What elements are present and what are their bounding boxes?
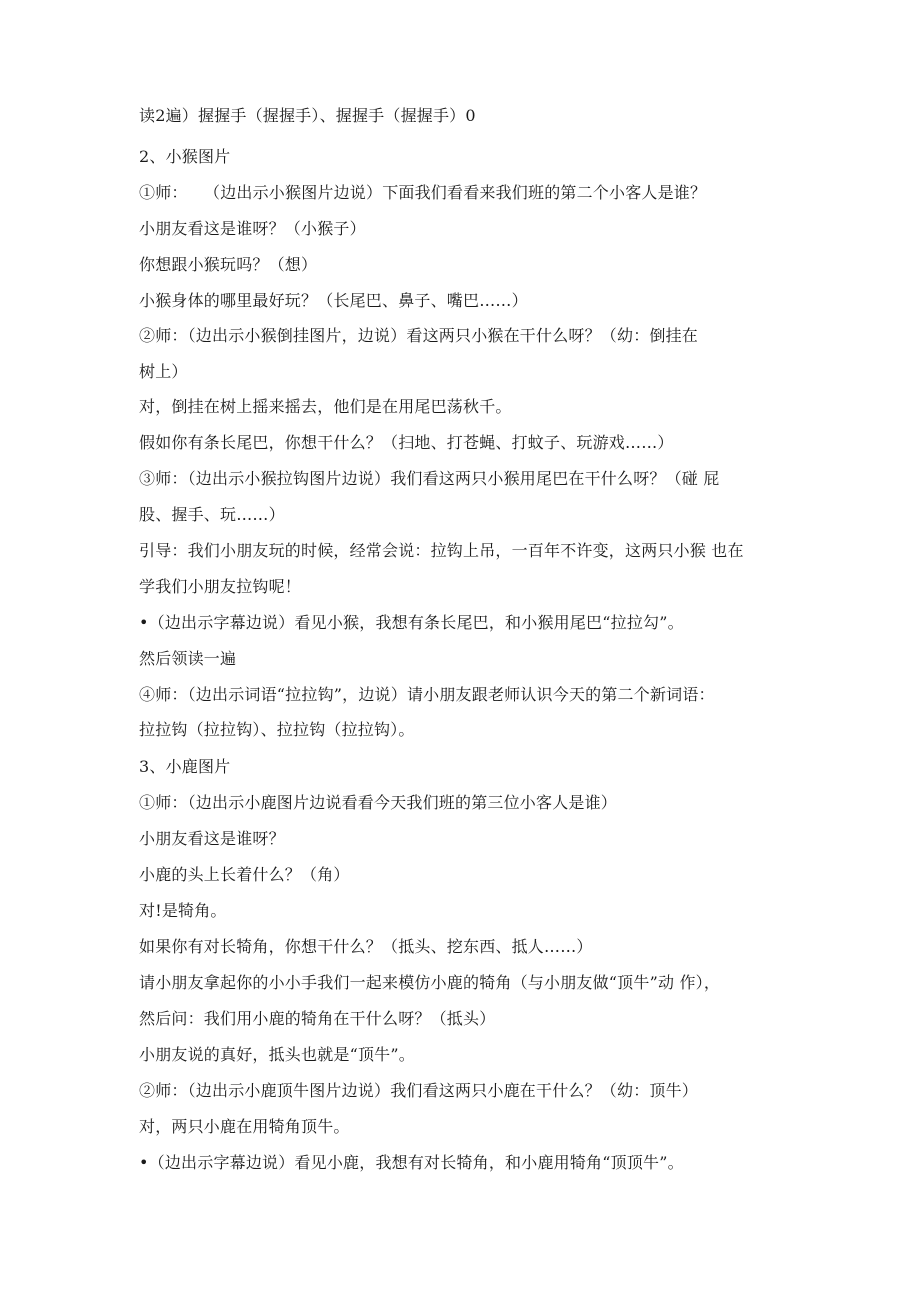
text-line: ④师：（边出示词语“拉拉钩”，边说）请小朋友跟老师认识今天的第二个新词语：	[139, 685, 715, 704]
text-line: 读2遍）握握手（握握手）、握握手（握握手）0	[139, 106, 476, 125]
text-line: 你想跟小猴玩吗？（想）	[139, 255, 318, 274]
text-line: 请小朋友拿起你的小小手我们一起来模仿小鹿的犄角（与小朋友做“顶牛”动 作），	[139, 973, 721, 992]
text-line: ②师：（边出示小猴倒挂图片，边说）看这两只小猴在干什么呀？（幼：倒挂在	[139, 326, 699, 345]
text-line: 如果你有对长犄角，你想干什么？（抵头、挖东西、抵人……）	[139, 937, 593, 956]
text-line: ③师：（边出示小猴拉钩图片边说）我们看这两只小猴用尾巴在干什么呀？（碰 屁	[139, 469, 720, 488]
section-heading: 3、小鹿图片	[139, 757, 231, 776]
text-line: 假如你有条长尾巴，你想干什么？（扫地、打苍蝇、打蚊子、玩游戏……）	[139, 433, 674, 452]
section-heading: 2、小猴图片	[139, 147, 231, 166]
text-line: ①师：（边出示小鹿图片边说看看今天我们班的第三位小客人是谁）	[139, 793, 618, 812]
text-line: 小朋友说的真好，抵头也就是“顶牛”。	[139, 1045, 415, 1064]
text-line: ①师： （边出示小猴图片边说）下面我们看看来我们班的第二个小客人是谁？	[139, 183, 707, 202]
text-line: ②师：（边出示小鹿顶牛图片边说）我们看这两只小鹿在干什么？（幼：顶牛）	[139, 1081, 699, 1100]
text-line: 小朋友看这是谁呀？	[139, 829, 285, 848]
text-line: 对，两只小鹿在用犄角顶牛。	[139, 1117, 350, 1136]
text-line: 学我们小朋友拉钩呢！	[139, 577, 302, 596]
text-line: 小朋友看这是谁呀？（小猴子）	[139, 219, 366, 238]
text-line: •（边出示字幕边说）看见小猴，我想有条长尾巴，和小猴用尾巴“拉拉勾”。	[139, 613, 684, 632]
text-line: 对，倒挂在树上摇来摇去，他们是在用尾巴荡秋千。	[139, 397, 512, 416]
text-line: 然后问：我们用小鹿的犄角在干什么呀？（抵头）	[139, 1009, 496, 1028]
text-line: •（边出示字幕边说）看见小鹿，我想有对长犄角，和小鹿用犄角“顶顶牛”。	[139, 1153, 684, 1172]
text-line: 然后领读一遍	[139, 649, 237, 668]
text-line: 引导：我们小朋友玩的时候，经常会说：拉钩上吊，一百年不许变，这两只小猴 也在	[139, 541, 744, 560]
text-line: 树上）	[139, 362, 188, 381]
text-line: 小鹿的头上长着什么？（角）	[139, 865, 350, 884]
text-line: 拉拉钩（拉拉钩）、拉拉钩（拉拉钩）。	[139, 720, 415, 739]
text-line: 对!是犄角。	[139, 901, 227, 920]
text-line: 股、握手、玩……）	[139, 505, 285, 524]
text-line: 小猴身体的哪里最好玩？（长尾巴、鼻子、嘴巴……）	[139, 291, 528, 310]
